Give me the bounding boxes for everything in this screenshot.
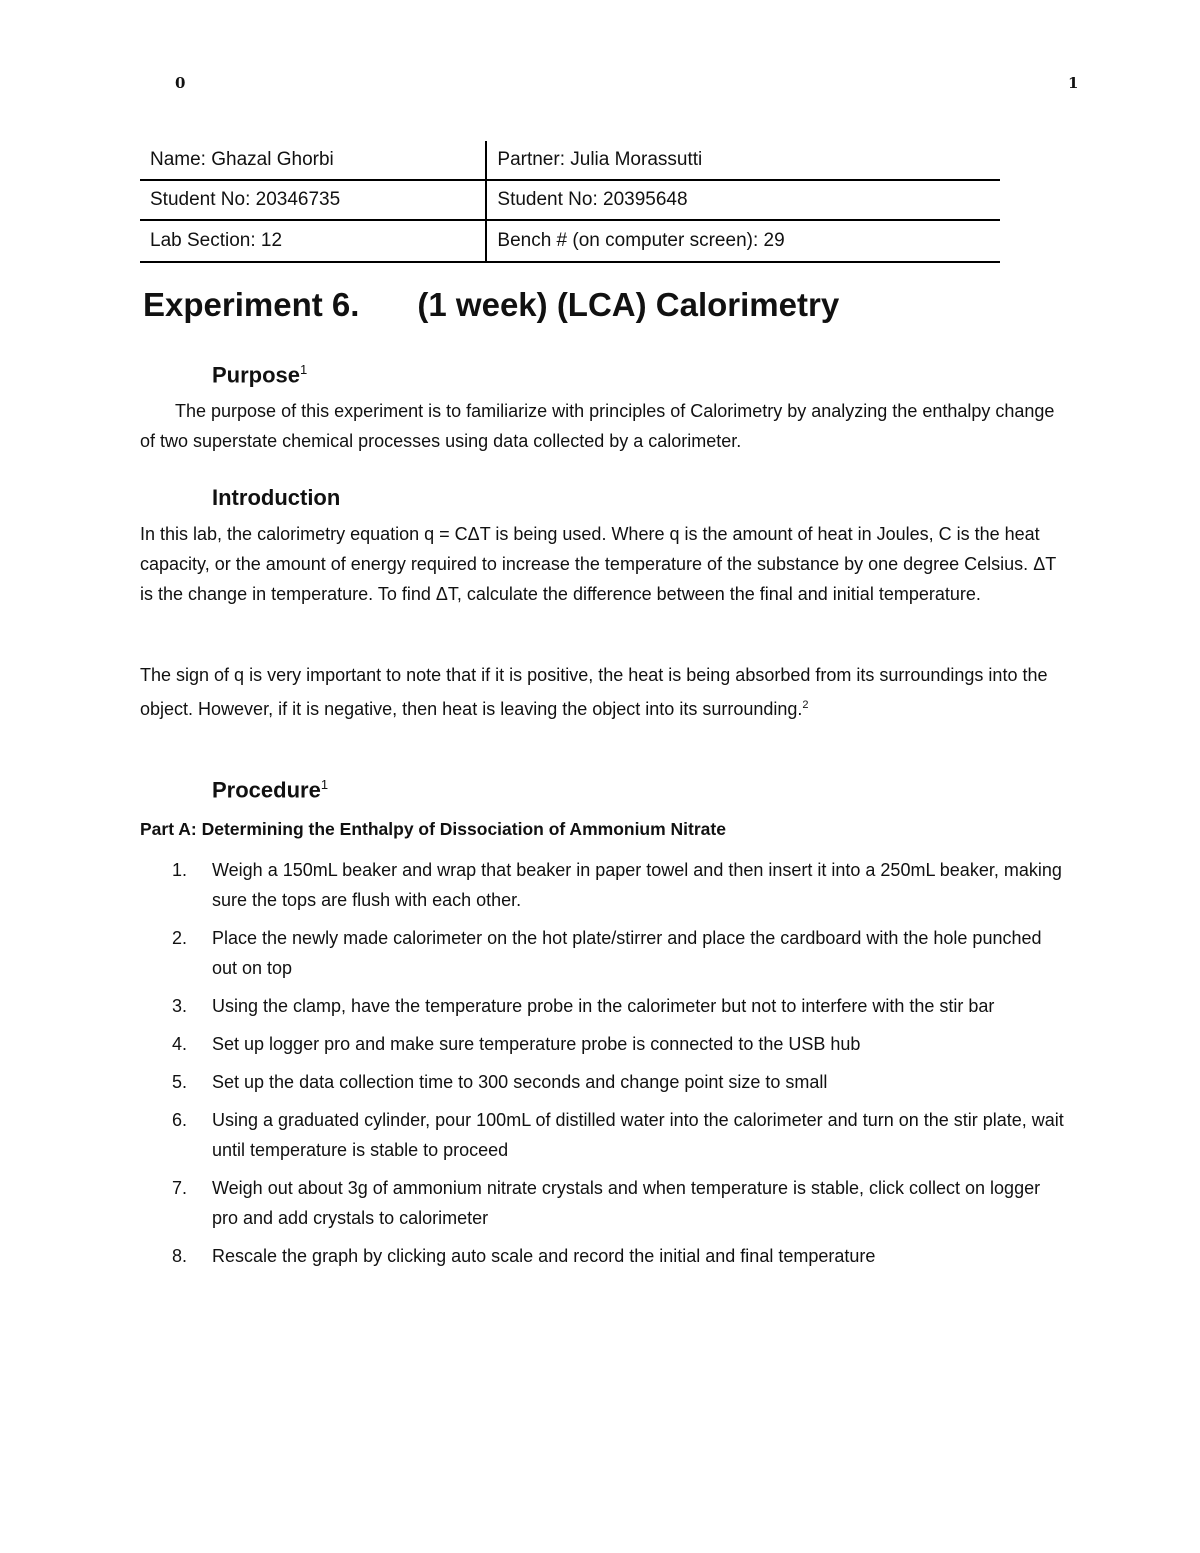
step-number: 8. <box>172 1246 188 1266</box>
step-text: Weigh a 150mL beaker and wrap that beaker in paper towel and then insert it into a 250mL beaker, making sure the tops are flush with each other. <box>212 860 1062 910</box>
step-text: Set up the data collection time to 300 seconds and change point size to small <box>212 1072 828 1092</box>
introduction-paragraph-1: In this lab, the calorimetry equation q = CΔT is being used. Where q is the amount of heat in Joules, C is the heat capacity, or the amount of energy required to increase the temperature of the substance by one degree Celsius. ΔT is the change in temperature. To find ΔT, calculate the difference between the final and initial temperature. <box>140 524 1056 604</box>
student-info-table <box>140 141 1000 263</box>
table-row <box>140 141 1000 180</box>
part-a-heading: Part A: Determining the Enthalpy of Dissociation of Ammonium Nitrate <box>140 819 726 839</box>
step-text: Rescale the graph by clicking auto scale and record the initial and final temperature <box>212 1246 876 1266</box>
student-no-cell: Student No: 20346735 <box>140 180 486 220</box>
introduction-heading: Introduction <box>212 485 341 510</box>
procedure-steps <box>172 855 1072 1279</box>
step-number: 7. <box>172 1178 188 1198</box>
step-text: Using a graduated cylinder, pour 100mL of distilled water into the calorimeter and turn on the stir plate, wait until temperature is stable to proceed <box>212 1110 1064 1160</box>
bench-cell: Bench # (on computer screen): 29 <box>486 220 1000 262</box>
purpose-heading <box>212 362 307 388</box>
introduction-footnote-ref: 2 <box>802 699 809 711</box>
step-number: 1. <box>172 860 188 880</box>
name-cell: Name: Ghazal Ghorbi <box>140 141 486 180</box>
introduction-paragraph-2-text: The sign of q is very important to note that if it is positive, the heat is being absorbed from its surroundings into the object. However, if it is negative, then heat is leaving the object into its surrounding. <box>140 665 1048 719</box>
step-number: 2. <box>172 928 188 948</box>
purpose-text: The purpose of this experiment is to familiarize with principles of Calorimetry by analyzing the enthalpy change of two superstate chemical processes using data collected by a calorimeter. <box>140 401 1055 451</box>
title-experiment: Experiment 6. <box>143 286 360 323</box>
list-item <box>172 855 1072 915</box>
list-item <box>172 1173 1072 1233</box>
document-title <box>143 286 839 324</box>
lab-section-cell: Lab Section: 12 <box>140 220 486 262</box>
step-number: 6. <box>172 1110 188 1130</box>
introduction-paragraph-2 <box>140 660 1060 724</box>
procedure-heading <box>212 777 328 803</box>
purpose-heading-text: Purpose <box>212 362 301 388</box>
procedure-heading-text: Procedure <box>212 777 321 803</box>
list-item <box>172 1029 1072 1059</box>
partner-student-no-cell: Student No: 20395648 <box>486 180 1000 220</box>
step-text: Weigh out about 3g of ammonium nitrate crystals and when temperature is stable, click collect on logger pro and add crystals to calorimeter <box>212 1178 1041 1228</box>
list-item <box>172 1105 1072 1165</box>
step-text: Using the clamp, have the temperature probe in the calorimeter but not to interfere with the stir bar <box>212 996 995 1016</box>
title-subject: (1 week) (LCA) Calorimetry <box>417 286 840 323</box>
list-item <box>172 991 1072 1021</box>
step-number: 3. <box>172 996 188 1016</box>
partner-cell: Partner: Julia Morassutti <box>486 141 1000 180</box>
page-number-right: 1 <box>1068 74 1079 92</box>
table-row <box>140 180 1000 220</box>
step-number: 4. <box>172 1034 188 1054</box>
step-text: Place the newly made calorimeter on the hot plate/stirrer and place the cardboard with the hole punched out on top <box>212 928 1042 978</box>
list-item <box>172 1067 1072 1097</box>
page-number-left: 0 <box>175 74 186 92</box>
procedure-footnote-ref: 1 <box>320 777 329 792</box>
list-item <box>172 1241 1072 1271</box>
purpose-footnote-ref: 1 <box>300 362 308 377</box>
step-text: Set up logger pro and make sure temperature probe is connected to the USB hub <box>212 1034 861 1054</box>
list-item <box>172 923 1072 983</box>
table-row <box>140 220 1000 262</box>
step-number: 5. <box>172 1072 188 1092</box>
